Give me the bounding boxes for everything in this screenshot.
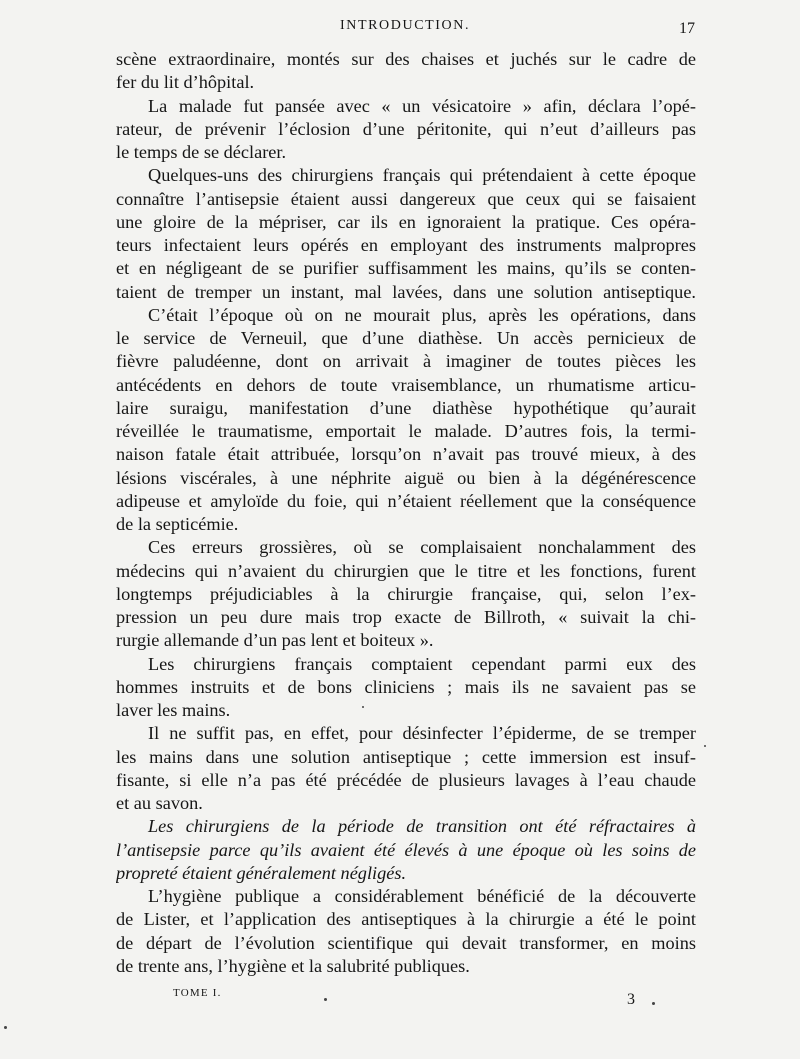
volume-label: TOME I. (173, 987, 222, 999)
text-line: médecins qui n’avaient du chirurgien que le titre et les fonctions, furent (116, 560, 696, 581)
running-title: INTRODUCTION. (340, 18, 471, 33)
text-line: le temps de se déclarer. (116, 142, 287, 162)
text-line: le service de Verneuil, que d’une diathèse. Un accès pernicieux de (116, 328, 696, 348)
text-line: l’antisepsie parce qu’ils avaient été élevés à une époque où les soins de (116, 839, 696, 860)
page-number: 17 (679, 20, 695, 37)
page-footer (0, 987, 800, 1017)
text-line: Ces erreurs grossières, où se complaisaient nonchalamment des (148, 537, 696, 558)
ink-speck (4, 1026, 7, 1029)
text-line: fisante, si elle n’a pas été précédée de plusieurs lavages à l’eau chaude (116, 769, 696, 790)
paragraph (116, 95, 696, 165)
text-line: scène extraordinaire, montés sur des chaises et juchés sur le cadre de (116, 49, 696, 69)
text-line: fer du lit d’hôpital. (116, 72, 255, 93)
paragraph (116, 536, 696, 652)
text-line: de Lister, et l’application des antiseptiques à la chirurgie a été le point (116, 909, 696, 930)
text-line: hommes instruits et de bons cliniciens ; mais ils ne savaient pas se (116, 676, 696, 697)
text-line: propreté étaient généralement négligés. (116, 862, 407, 883)
text-line: et au savon. (116, 793, 203, 813)
text-line: lésions viscérales, à une néphrite aiguë ou bien à la dégénérescence (116, 467, 696, 488)
text-line: de trente ans, l’hygiène et la salubrité publiques. (116, 955, 470, 976)
text-line: connaître l’antisepsie étaient aussi dangereux que ceux qui se faisaient (116, 188, 696, 209)
text-line: pression un peu dure mais trop exacte de Billroth, « suivait la chi- (116, 607, 696, 627)
paragraph (116, 48, 696, 95)
running-head (0, 18, 800, 44)
signature-mark: 3 (627, 991, 635, 1008)
text-line: de départ de l’évolution scientifique qui devait transformer, en moins (116, 932, 696, 953)
text-line: laire suraigu, manifestation d’une diathèse hypothétique qu’aurait (116, 397, 696, 418)
text-line: rurgie allemande d’un pas lent et boiteux ». (116, 630, 434, 651)
text-line: rateur, de prévenir l’éclosion d’une péritonite, qui n’eut d’ailleurs pas (116, 118, 696, 139)
text-line: et en négligeant de se purifier suffisamment les mains, qu’ils se conten- (116, 258, 696, 279)
ink-speck (704, 745, 706, 747)
text-line: taient de tremper un instant, mal lavées, dans une solution antiseptique. (116, 281, 696, 302)
ink-speck (652, 1002, 655, 1005)
text-line: longtemps préjudiciables à la chirurgie française, qui, selon l’ex- (116, 583, 696, 604)
text-line: C’était l’époque où on ne mourait plus, après les opérations, dans (148, 304, 696, 325)
text-line: La malade fut pansée avec « un vésicatoire » afin, déclara l’opé- (148, 95, 696, 116)
ink-speck (362, 706, 364, 708)
paragraph (116, 653, 696, 723)
text-line: adipeuse et amyloïde du foie, qui n’étaient réellement que la conséquence (116, 490, 696, 511)
paragraph (116, 304, 696, 537)
italic-paragraph (116, 815, 696, 885)
text-line: naison fatale était attribuée, lorsqu’on n’avait pas trouvé mieux, à des (116, 444, 696, 465)
text-line: Les chirurgiens français comptaient cependant parmi eux des (148, 653, 696, 674)
text-line: laver les mains. (116, 700, 231, 720)
text-line: de la septicémie. (116, 514, 239, 534)
text-line: Les chirurgiens de la période de transition ont été réfractaires à (148, 816, 696, 837)
text-line: fièvre paludéenne, dont on arrivait à imaginer de toutes pièces les (116, 351, 696, 372)
paragraph (116, 164, 696, 304)
paragraph (116, 885, 696, 978)
text-line: teurs infectaient leurs opérés en employant des instruments malpropres (116, 235, 696, 255)
text-line: réveillée le traumatisme, emportait le malade. D’autres fois, la termi- (116, 421, 696, 441)
text-line: Quelques-uns des chirurgiens français qui prétendaient à cette époque (148, 165, 696, 186)
text-line: une gloire de la mépriser, car ils en ignoraient la pratique. Ces opéra- (116, 211, 696, 232)
body-text (116, 48, 696, 978)
text-line: L’hygiène publique a considérablement bénéficié de la découverte (148, 886, 696, 906)
paragraph (116, 722, 696, 815)
text-line: Il ne suffit pas, en effet, pour désinfecter l’épiderme, de se tremper (148, 723, 696, 744)
ink-speck (324, 998, 327, 1001)
text-line: les mains dans une solution antiseptique ; cette immersion est insuf- (116, 746, 696, 767)
text-line: antécédents en dehors de toute vraisemblance, un rhumatisme articu- (116, 374, 696, 395)
